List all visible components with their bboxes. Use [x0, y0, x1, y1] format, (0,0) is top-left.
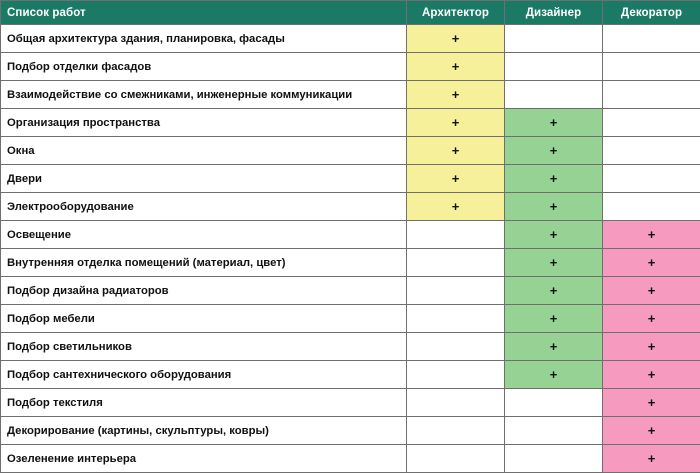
column-header-task: Список работ: [1, 1, 407, 25]
decorator-cell: [603, 53, 700, 81]
table-row: [1, 333, 700, 361]
decorator-cell: [603, 137, 700, 165]
table-row: [1, 445, 700, 473]
decorator-cell: [603, 165, 700, 193]
architect-cell: +: [407, 109, 505, 137]
architect-cell: [407, 445, 505, 473]
table-row: [1, 109, 700, 137]
decorator-cell: +: [603, 389, 700, 417]
task-name-cell: Электрооборудование: [1, 193, 407, 221]
table-row: [1, 165, 700, 193]
decorator-cell: [603, 25, 700, 53]
architect-cell: +: [407, 25, 505, 53]
architect-cell: +: [407, 53, 505, 81]
task-name-cell: Общая архитектура здания, планировка, фасады: [1, 25, 407, 53]
table-row: [1, 53, 700, 81]
task-name-cell: Подбор дизайна радиаторов: [1, 277, 407, 305]
table-row: [1, 305, 700, 333]
architect-cell: [407, 249, 505, 277]
task-name-cell: Двери: [1, 165, 407, 193]
task-name-cell: Взаимодействие со смежниками, инженерные коммуникации: [1, 81, 407, 109]
designer-cell: +: [505, 277, 603, 305]
designer-cell: +: [505, 333, 603, 361]
column-header-designer: Дизайнер: [505, 1, 603, 25]
decorator-cell: [603, 81, 700, 109]
designer-cell: +: [505, 137, 603, 165]
task-name-cell: Подбор текстиля: [1, 389, 407, 417]
designer-cell: [505, 81, 603, 109]
task-name-cell: Подбор светильников: [1, 333, 407, 361]
designer-cell: +: [505, 109, 603, 137]
table-row: [1, 389, 700, 417]
decorator-cell: +: [603, 361, 700, 389]
decorator-cell: +: [603, 221, 700, 249]
architect-cell: [407, 221, 505, 249]
architect-cell: [407, 305, 505, 333]
designer-cell: [505, 25, 603, 53]
decorator-cell: +: [603, 333, 700, 361]
architect-cell: [407, 277, 505, 305]
table-row: [1, 221, 700, 249]
architect-cell: [407, 389, 505, 417]
designer-cell: [505, 53, 603, 81]
task-name-cell: Внутренняя отделка помещений (материал, цвет): [1, 249, 407, 277]
designer-cell: [505, 445, 603, 473]
decorator-cell: +: [603, 445, 700, 473]
architect-cell: +: [407, 165, 505, 193]
architect-cell: +: [407, 81, 505, 109]
table-row: [1, 277, 700, 305]
table-row: [1, 25, 700, 53]
designer-cell: +: [505, 221, 603, 249]
designer-cell: +: [505, 193, 603, 221]
designer-cell: [505, 417, 603, 445]
task-name-cell: Организация пространства: [1, 109, 407, 137]
table-row: [1, 137, 700, 165]
task-name-cell: Окна: [1, 137, 407, 165]
table-row: [1, 193, 700, 221]
task-name-cell: Подбор сантехнического оборудования: [1, 361, 407, 389]
decorator-cell: [603, 109, 700, 137]
table-body: [1, 25, 700, 473]
decorator-cell: +: [603, 277, 700, 305]
architect-cell: [407, 417, 505, 445]
table-row: [1, 81, 700, 109]
task-name-cell: Подбор мебели: [1, 305, 407, 333]
designer-cell: [505, 389, 603, 417]
designer-cell: +: [505, 249, 603, 277]
architect-cell: +: [407, 193, 505, 221]
architect-cell: +: [407, 137, 505, 165]
task-name-cell: Освещение: [1, 221, 407, 249]
designer-cell: +: [505, 165, 603, 193]
table-row: [1, 249, 700, 277]
architect-cell: [407, 361, 505, 389]
column-header-architect: Архитектор: [407, 1, 505, 25]
decorator-cell: [603, 193, 700, 221]
designer-cell: +: [505, 305, 603, 333]
task-name-cell: Декорирование (картины, скульптуры, ковры): [1, 417, 407, 445]
task-name-cell: Подбор отделки фасадов: [1, 53, 407, 81]
decorator-cell: +: [603, 249, 700, 277]
decorator-cell: +: [603, 305, 700, 333]
table-header: [1, 1, 700, 25]
decorator-cell: +: [603, 417, 700, 445]
task-name-cell: Озеленение интерьера: [1, 445, 407, 473]
column-header-decorator: Декоратор: [603, 1, 700, 25]
designer-cell: +: [505, 361, 603, 389]
architect-cell: [407, 333, 505, 361]
table-header-row: [1, 1, 700, 25]
table-row: [1, 417, 700, 445]
table-row: [1, 361, 700, 389]
